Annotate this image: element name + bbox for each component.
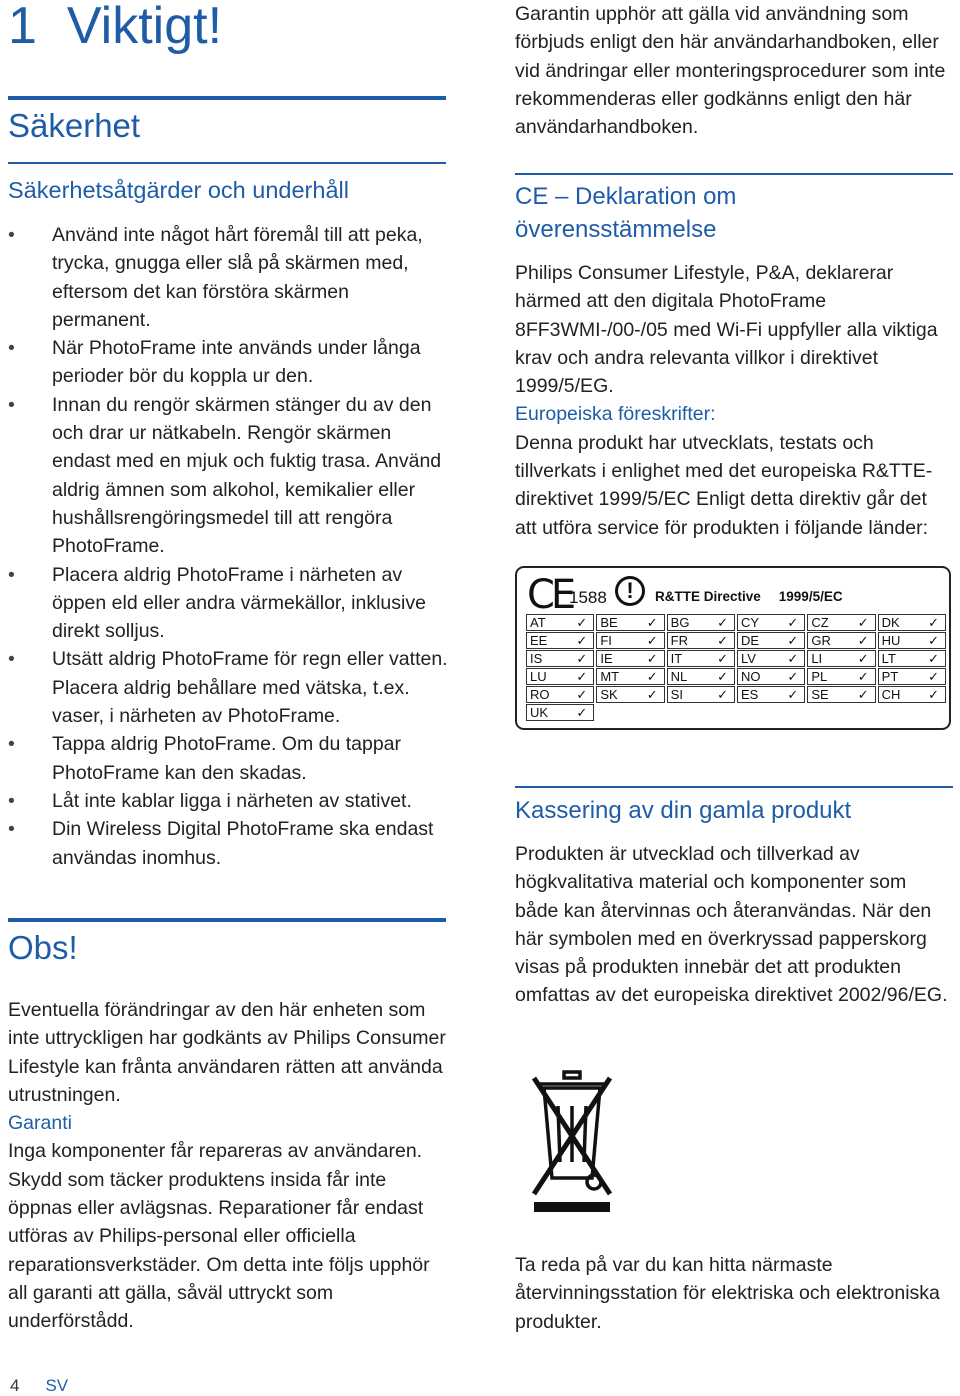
chapter-title bbox=[8, 0, 222, 58]
country-cell bbox=[737, 650, 805, 667]
country-code: UK bbox=[530, 705, 549, 720]
country-cell bbox=[526, 704, 594, 721]
check-icon: ✓ bbox=[928, 687, 939, 702]
list-item: • Utsätt aldrig PhotoFrame för regn eller vatten. Placera aldrig behållare med vätska, t.ex. vaser, i närheten av PhotoFrame. bbox=[8, 645, 448, 730]
check-icon: ✓ bbox=[787, 669, 799, 684]
ce-block bbox=[515, 259, 953, 542]
check-icon: ✓ bbox=[857, 633, 869, 648]
check-icon: ✓ bbox=[576, 633, 588, 648]
country-code: AT bbox=[530, 615, 546, 630]
country-code: LV bbox=[741, 651, 756, 666]
country-cell bbox=[526, 668, 594, 685]
country-code: BE bbox=[600, 615, 618, 630]
country-cell bbox=[878, 614, 946, 631]
country-cell bbox=[526, 632, 594, 649]
country-code: CY bbox=[741, 615, 760, 630]
country-cell bbox=[878, 632, 946, 649]
check-icon: ✓ bbox=[576, 705, 588, 720]
country-cell bbox=[878, 668, 946, 685]
list-item: • Din Wireless Digital PhotoFrame ska endast användas inomhus. bbox=[8, 815, 448, 872]
country-cell bbox=[526, 686, 594, 703]
country-code: CH bbox=[881, 687, 901, 702]
country-cell bbox=[737, 614, 805, 631]
check-icon: ✓ bbox=[646, 687, 658, 702]
country-cell bbox=[807, 668, 875, 685]
directive-name: R&TTE Directive bbox=[655, 589, 761, 604]
check-icon: ✓ bbox=[928, 633, 939, 648]
country-code: NL bbox=[670, 669, 688, 684]
country-code: LI bbox=[811, 651, 823, 666]
check-icon: ✓ bbox=[646, 669, 658, 684]
check-icon: ✓ bbox=[646, 651, 658, 666]
subsection-rule bbox=[8, 162, 446, 164]
notice-heading: Obs! bbox=[8, 929, 78, 966]
check-icon: ✓ bbox=[787, 687, 799, 702]
check-icon: ✓ bbox=[717, 687, 728, 702]
check-icon: ✓ bbox=[717, 615, 728, 630]
safety-bullet-list bbox=[8, 221, 448, 872]
country-code: HU bbox=[881, 633, 901, 648]
check-icon: ✓ bbox=[717, 633, 728, 648]
list-item: • När PhotoFrame inte används under långa perioder bör du koppla ur den. bbox=[8, 334, 448, 391]
country-cell bbox=[667, 668, 735, 685]
list-item: • Använd inte något hårt föremål till att peka, trycka, gnugga eller slå på skärmen med, eftersom det kan förstöra skärmen permanent. bbox=[8, 221, 448, 334]
language-code: SV bbox=[45, 1376, 69, 1395]
country-code: IS bbox=[530, 651, 543, 666]
country-cell bbox=[596, 668, 664, 685]
country-cell bbox=[807, 632, 875, 649]
check-icon: ✓ bbox=[787, 633, 799, 648]
check-icon: ✓ bbox=[646, 615, 658, 630]
check-icon: ✓ bbox=[928, 651, 939, 666]
country-code: DE bbox=[741, 633, 760, 648]
country-code: FI bbox=[600, 633, 612, 648]
country-code: SK bbox=[600, 687, 618, 702]
check-icon: ✓ bbox=[787, 615, 799, 630]
maintenance-heading: Säkerhetsåtgärder och underhåll bbox=[8, 177, 349, 203]
ce-heading: CE – Deklaration om överensstämmelse bbox=[515, 183, 737, 243]
check-icon: ✓ bbox=[576, 615, 588, 630]
disposal-heading: Kassering av din gamla produkt bbox=[515, 797, 852, 824]
country-cell bbox=[737, 686, 805, 703]
chapter-number: 1 bbox=[8, 0, 37, 55]
warranty-label: Garanti bbox=[8, 1112, 72, 1135]
country-cell bbox=[596, 632, 664, 649]
disposal-rule bbox=[515, 786, 953, 788]
country-cell bbox=[807, 614, 875, 631]
notice-rule bbox=[8, 918, 446, 922]
check-icon: ✓ bbox=[857, 615, 869, 630]
country-cell bbox=[737, 668, 805, 685]
country-cell bbox=[737, 632, 805, 649]
ce-mark-icon: CE bbox=[527, 572, 573, 618]
eu-regulations-label: Europeiska föreskrifter: bbox=[515, 403, 716, 426]
chapter-title-text: Viktigt! bbox=[66, 0, 223, 55]
country-code: PT bbox=[881, 669, 899, 684]
disposal-text: Produkten är utvecklad och tillverkad av högkvalitativa material och komponenter som både kan återvinnas och återanvändas. När den här symbolen med en överkryssad papperskorg visas på produkten innebär det att produkten omfattas av det europeiska direktivet 2002/96/EG. bbox=[515, 843, 948, 1007]
check-icon: ✓ bbox=[787, 651, 799, 666]
ce-text: Philips Consumer Lifestyle, P&A, deklarerar härmed att den digitala PhotoFrame 8FF3WMI-/00-/05 med Wi-Fi uppfyller alla viktiga krav och andra relevanta villkor i direktivet 1999/5/EG. bbox=[515, 262, 938, 398]
country-code: RO bbox=[530, 687, 550, 702]
country-code: FR bbox=[670, 633, 688, 648]
check-icon: ✓ bbox=[717, 651, 728, 666]
country-code: LT bbox=[881, 651, 896, 666]
eu-regulations-text: Denna produkt har utvecklats, testats och tillverkats i enlighet med det europeiska R&TTE-direktivet 1999/5/EC Enligt detta direktiv går det att utföra service för produkten i följande länder: bbox=[515, 431, 933, 539]
directive-number: 1999/5/EC bbox=[778, 589, 843, 604]
country-cell bbox=[807, 686, 875, 703]
country-cell bbox=[667, 614, 735, 631]
safety-heading: Säkerhet bbox=[8, 107, 141, 144]
list-item: • Innan du rengör skärmen stänger du av den och drar ur nätkabeln. Rengör skärmen endast med en mjuk och fuktig trasa. Använd aldrig ämnen som alkohol, kemikalier eller hushållsrengöringsmedel till att rengöra PhotoFrame. bbox=[8, 391, 448, 561]
country-cell bbox=[526, 650, 594, 667]
warranty-continued: Garantin upphör att gälla vid användning som förbjuds enligt den här användarhandboken, eller vid ändringar eller monteringsprocedurer som inte rekommenderas eller godkänns enligt den här användarhandboken. bbox=[515, 3, 946, 139]
country-code: LU bbox=[530, 669, 547, 684]
country-cell bbox=[596, 650, 664, 667]
check-icon: ✓ bbox=[717, 669, 728, 684]
check-icon: ✓ bbox=[576, 669, 588, 684]
check-icon: ✓ bbox=[576, 687, 588, 702]
country-cell bbox=[667, 686, 735, 703]
country-code: IE bbox=[600, 651, 613, 666]
recycling-text: Ta reda på var du kan hitta närmaste återvinningsstation för elektriska och elektroniska produkter. bbox=[515, 1254, 940, 1333]
section-rule bbox=[8, 96, 446, 100]
check-icon: ✓ bbox=[857, 687, 869, 702]
country-cell bbox=[596, 686, 664, 703]
alert-icon: ! bbox=[615, 576, 645, 606]
ce-rule bbox=[515, 173, 953, 175]
list-item: • Låt inte kablar ligga i närheten av stativet. bbox=[8, 787, 448, 815]
check-icon: ✓ bbox=[928, 669, 939, 684]
country-code: MT bbox=[600, 669, 620, 684]
notice-block bbox=[8, 996, 448, 1336]
directive-label bbox=[655, 589, 843, 604]
page-number: 4 bbox=[10, 1376, 20, 1395]
country-cell bbox=[878, 686, 946, 703]
country-cell bbox=[526, 614, 594, 631]
country-code: PL bbox=[811, 669, 828, 684]
list-item: • Tappa aldrig PhotoFrame. Om du tappar PhotoFrame kan den skadas. bbox=[8, 730, 448, 787]
check-icon: ✓ bbox=[576, 651, 588, 666]
check-icon: ✓ bbox=[646, 633, 658, 648]
country-cell bbox=[807, 650, 875, 667]
page-footer bbox=[10, 1376, 68, 1396]
country-code: CZ bbox=[811, 615, 829, 630]
country-code: DK bbox=[881, 615, 900, 630]
country-code: IT bbox=[670, 651, 683, 666]
crossed-out-wheelie-bin-icon bbox=[528, 1066, 616, 1216]
list-item: • Placera aldrig PhotoFrame i närheten av öppen eld eller andra värmekällor, inklusive direkt solljus. bbox=[8, 561, 448, 646]
notified-body-number: 1588 bbox=[569, 588, 607, 607]
country-code: BG bbox=[670, 615, 690, 630]
country-cell bbox=[667, 650, 735, 667]
country-cell bbox=[596, 614, 664, 631]
warranty-text: Inga komponenter får repareras av användaren. Skydd som täcker produktens insida får inte öppnas eller avlägsnas. Reparationer får endast utföras av Philips-personal eller officiella reparationsverkstäder. Om detta inte följs upphör all garanti att gälla, såväl uttryckt som underförstådd. bbox=[8, 1140, 430, 1333]
ce-declaration-box bbox=[515, 566, 951, 730]
country-grid bbox=[526, 614, 946, 721]
country-code: NO bbox=[741, 669, 761, 684]
country-cell bbox=[667, 632, 735, 649]
notice-text: Eventuella förändringar av den här enheten som inte uttryckligen har godkänts av Philips Consumer Lifestyle kan frånta användaren rätten att använda utrustningen. bbox=[8, 999, 446, 1106]
country-code: GR bbox=[811, 633, 831, 648]
country-code: EE bbox=[530, 633, 548, 648]
check-icon: ✓ bbox=[928, 615, 939, 630]
country-cell bbox=[878, 650, 946, 667]
country-code: SI bbox=[670, 687, 683, 702]
check-icon: ✓ bbox=[857, 651, 869, 666]
country-code: SE bbox=[811, 687, 829, 702]
country-code: ES bbox=[741, 687, 759, 702]
check-icon: ✓ bbox=[857, 669, 869, 684]
